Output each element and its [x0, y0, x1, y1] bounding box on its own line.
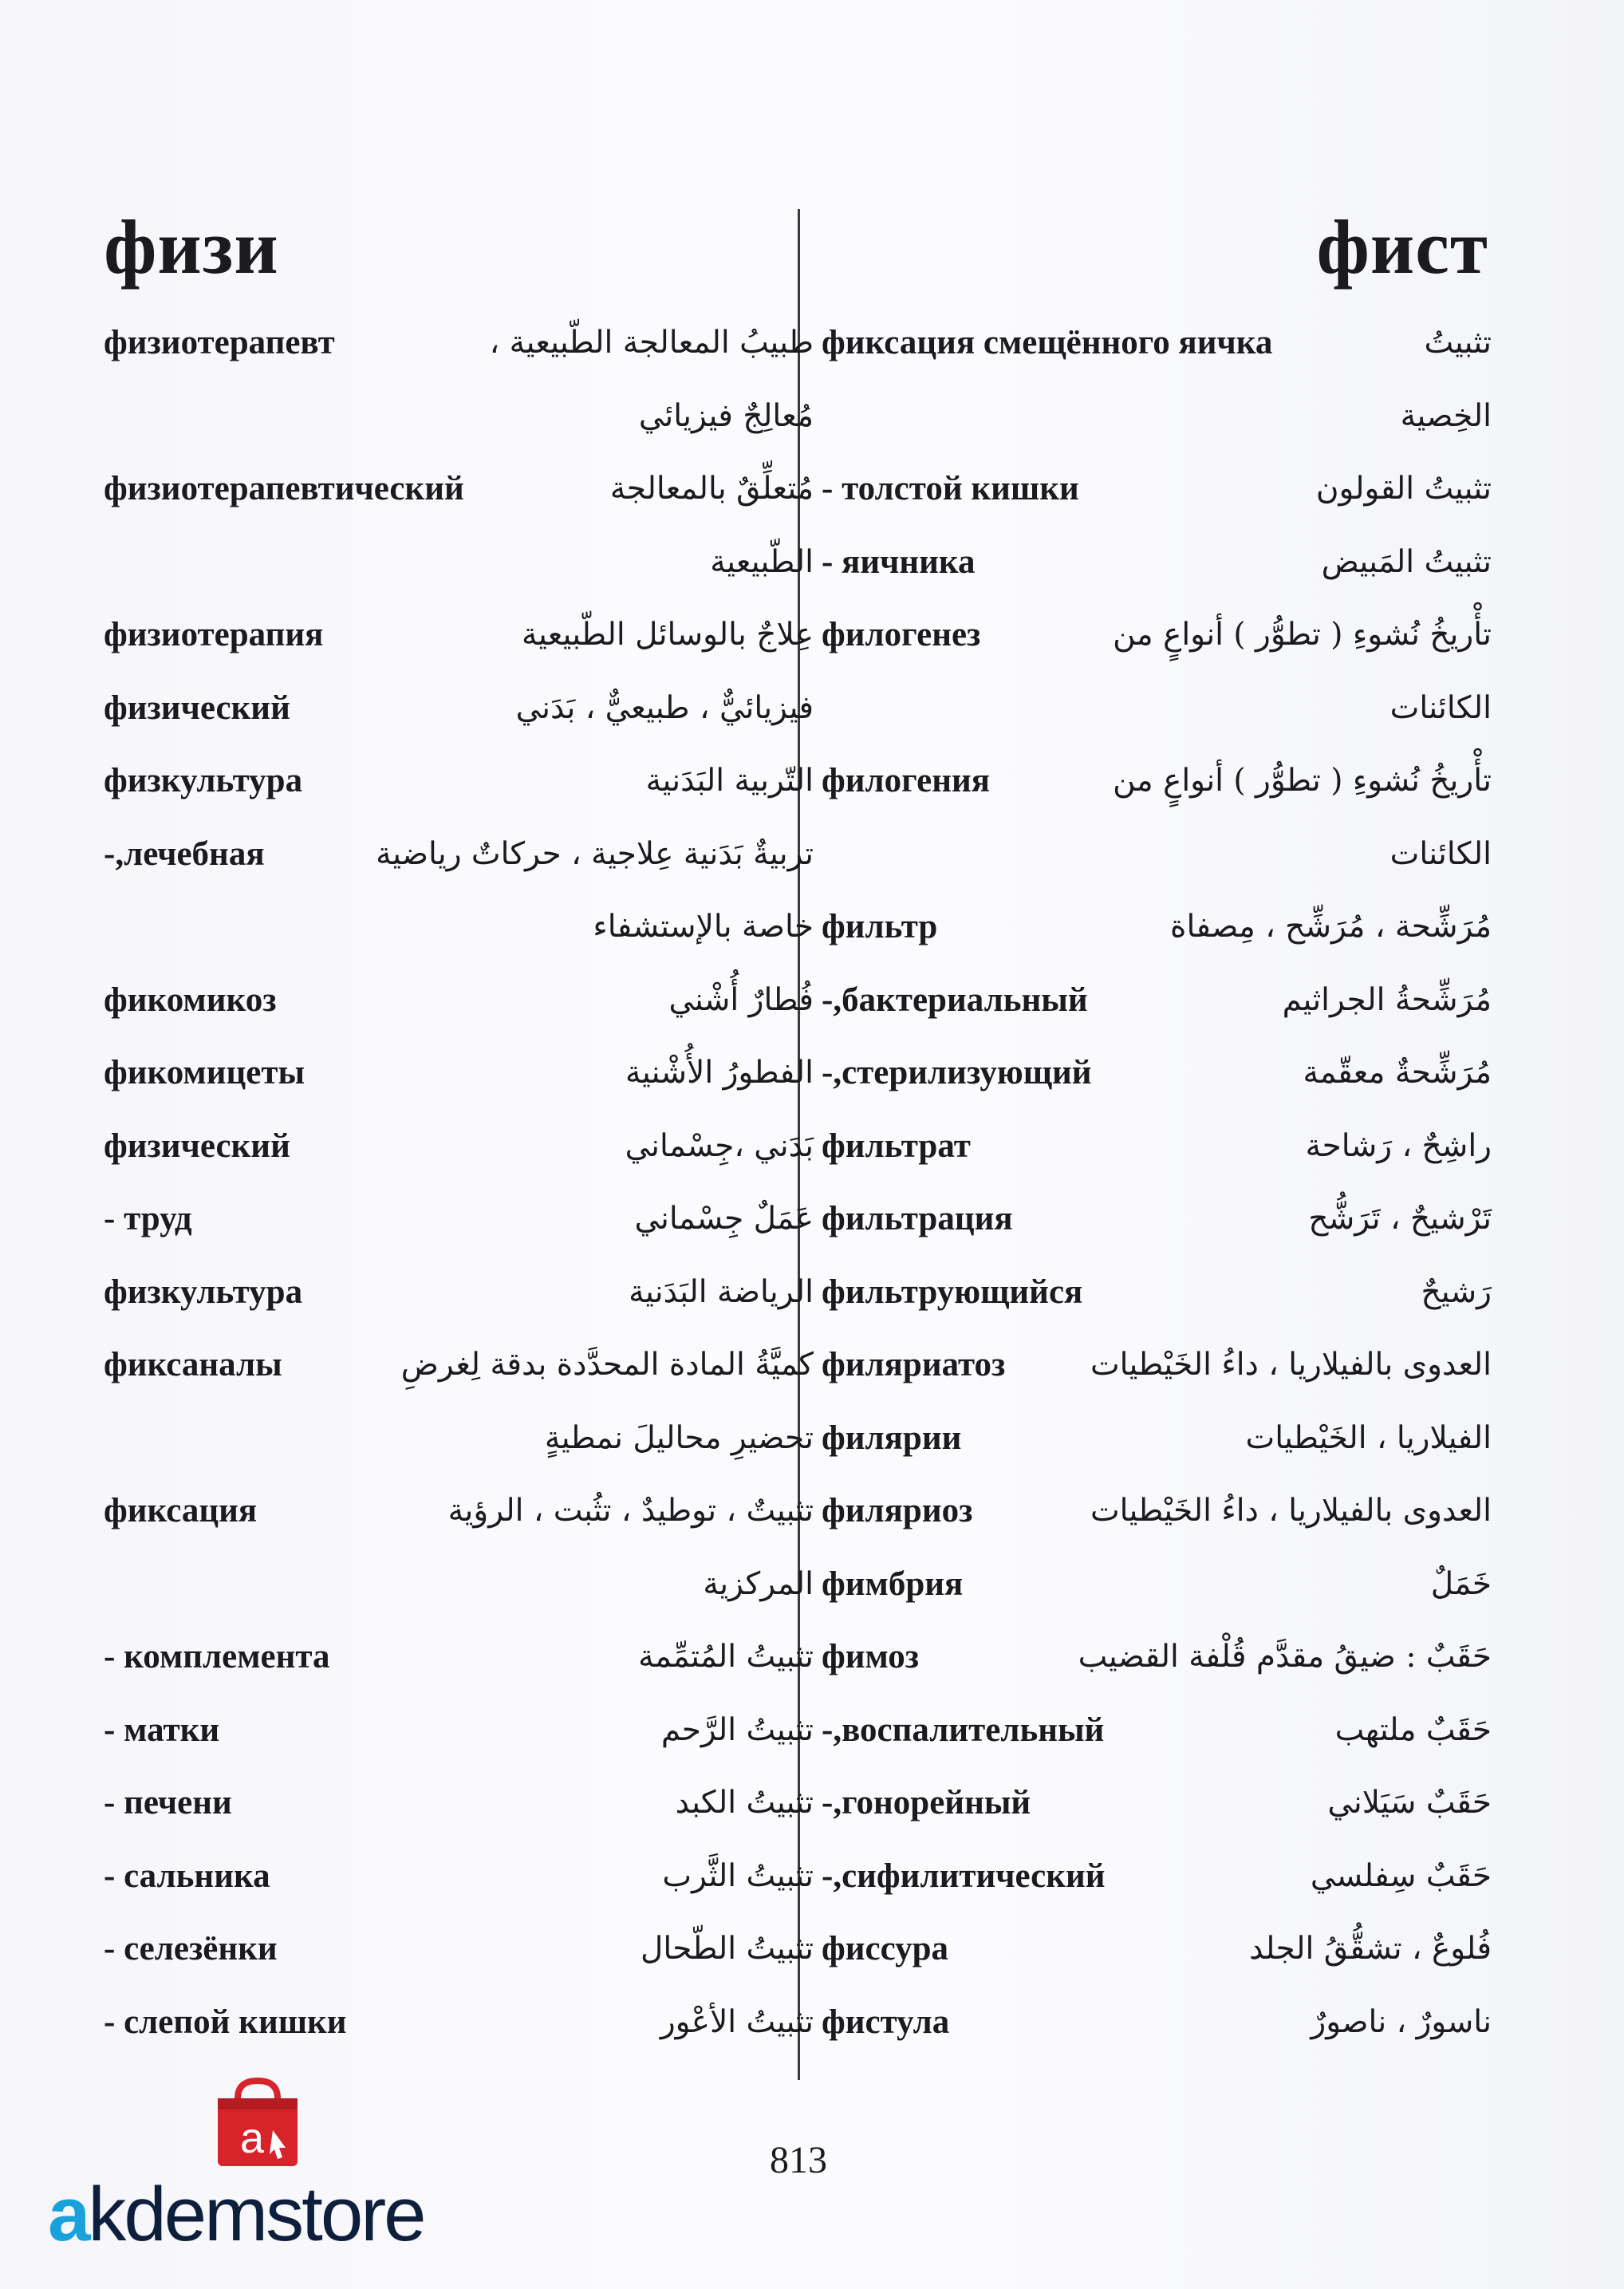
- russian-term: физиотерапевтический: [104, 470, 464, 507]
- arabic-translation: حَقَبٌ سِفلسي: [1310, 1857, 1492, 1894]
- entry-line: [104, 903, 814, 977]
- arabic-translation: المركزية: [703, 1565, 814, 1602]
- russian-term: филогенез: [822, 616, 981, 653]
- arabic-translation: تأْريخُ نُشوءِ ( تطوُّر ) أنواعٍ من: [1113, 617, 1492, 653]
- entry-line: [822, 1561, 1492, 1634]
- entry-line: [822, 1341, 1492, 1415]
- arabic-translation: فُلوعٌ ، تشقُّقُ الجلد: [1249, 1931, 1492, 1967]
- entry-line: [104, 1561, 814, 1634]
- arabic-translation: رَشيحٌ: [1421, 1273, 1492, 1310]
- russian-term: -,гонорейный: [822, 1784, 1031, 1821]
- entry-line: [104, 319, 814, 393]
- arabic-translation: فُطارٌ أُشْني: [668, 981, 814, 1018]
- entry-line: [104, 1707, 814, 1780]
- russian-term: -,лечебная: [104, 835, 265, 873]
- russian-term: физкультура: [104, 762, 303, 799]
- entry-line: [822, 1633, 1492, 1707]
- russian-term: фиксация: [104, 1492, 258, 1529]
- arabic-translation: تثبيتُ المُتمِّمة: [638, 1639, 814, 1675]
- arabic-translation: مُتعلِّقٌ بالمعالجة: [609, 471, 814, 507]
- brand-logo[interactable]: [48, 2074, 479, 2258]
- entry-line: [104, 465, 814, 539]
- entry-line: [104, 1925, 814, 1999]
- russian-term: физический: [104, 1127, 290, 1165]
- arabic-translation: تثبيتُ الثَّرب: [662, 1857, 814, 1894]
- entry-line: [822, 903, 1492, 977]
- entry-line: [104, 1999, 814, 2072]
- arabic-translation: بَدَني ،جِسْماني: [625, 1127, 814, 1164]
- russian-term: фильтрация: [822, 1200, 1013, 1237]
- russian-term: физиотерапевт: [104, 324, 335, 361]
- arabic-translation: الفيلاريا ، الخَيْطيات: [1245, 1419, 1492, 1456]
- russian-term: фильтрующийся: [822, 1273, 1083, 1311]
- entry-line: [104, 1487, 814, 1561]
- russian-term: физический: [104, 689, 290, 727]
- russian-term: - труд: [104, 1200, 192, 1237]
- russian-term: филогения: [822, 762, 991, 799]
- arabic-translation: خَمَلٌ: [1430, 1565, 1492, 1602]
- entry-line: [104, 393, 814, 466]
- russian-term: -,воспалительный: [822, 1711, 1105, 1749]
- entry-line: [104, 1195, 814, 1269]
- russian-term: - слепой кишки: [104, 2003, 347, 2041]
- entry-line: [104, 1415, 814, 1488]
- entry-line: [104, 1633, 814, 1707]
- russian-term: фильтрат: [822, 1127, 971, 1165]
- arabic-translation: حَقَبٌ : ضيقُ مقدَّم قُلْفة القضيب: [1078, 1639, 1492, 1675]
- russian-term: -,бактериальный: [822, 981, 1088, 1019]
- arabic-translation: خاصة بالإستشفاء: [593, 909, 814, 945]
- arabic-translation: تثبيتُ المَبيض: [1321, 543, 1492, 580]
- russian-term: -,сифилитический: [822, 1857, 1106, 1895]
- entry-line: [822, 685, 1492, 758]
- arabic-translation: العدوى بالفيلاريا ، داءُ الخَيْطيات: [1090, 1493, 1492, 1529]
- entry-line: [104, 1853, 814, 1926]
- russian-term: фикомицеты: [104, 1054, 305, 1091]
- entry-line: [822, 1925, 1492, 1999]
- entry-line: [822, 539, 1492, 612]
- right-column: [822, 319, 1492, 2071]
- russian-term: - матки: [104, 1711, 220, 1749]
- arabic-translation: الرياضة البَدَنية: [629, 1273, 814, 1310]
- entry-line: [104, 611, 814, 685]
- arabic-translation: الفطورُ الأُشْنية: [625, 1055, 814, 1091]
- arabic-translation: العدوى بالفيلاريا ، داءُ الخَيْطيات: [1090, 1347, 1492, 1383]
- shopping-bag-icon: [206, 2074, 309, 2170]
- arabic-translation: مُرَشِّحةُ الجراثيم: [1282, 981, 1492, 1018]
- entry-line: [822, 1049, 1492, 1123]
- arabic-translation: طبيبُ المعالجة الطّبيعية ،: [489, 325, 814, 361]
- left-column: [104, 319, 814, 2071]
- arabic-translation: تحضيرِ محاليلَ نمطيةٍ: [544, 1419, 814, 1456]
- entry-line: [104, 1123, 814, 1196]
- arabic-translation: كميَّةُ المادة المحدَّدة بدقة لِغرضِ: [400, 1347, 814, 1383]
- russian-term: фистула: [822, 2003, 950, 2041]
- bag-letter: a: [239, 2114, 265, 2162]
- russian-term: физкультура: [104, 1273, 303, 1311]
- arabic-translation: تثبيتُ الرَّحم: [660, 1711, 814, 1748]
- arabic-translation: تثبيتُ: [1424, 325, 1492, 361]
- arabic-translation: تربيةٌ بَدَنية عِلاجية ، حركاتٌ رياضية: [376, 835, 814, 872]
- russian-term: - яичника: [822, 543, 976, 581]
- arabic-translation: عَمَلٌ جِسْماني: [634, 1201, 814, 1237]
- left-header: физи: [104, 204, 279, 290]
- russian-term: фимбрия: [822, 1565, 964, 1603]
- russian-term: - печени: [104, 1784, 232, 1821]
- arabic-translation: حَقَبٌ ملتهب: [1334, 1711, 1492, 1748]
- russian-term: фильтр: [822, 908, 938, 945]
- entry-line: [822, 393, 1492, 466]
- brand-name: [48, 2172, 424, 2257]
- arabic-translation: مُرَشِّحةٌ معقّمة: [1303, 1055, 1492, 1091]
- entry-line: [822, 611, 1492, 685]
- entry-line: [822, 1707, 1492, 1780]
- entry-line: [822, 1195, 1492, 1269]
- russian-term: фиксация смещённого яичка: [822, 324, 1273, 361]
- entry-line: [104, 1341, 814, 1415]
- entry-line: [822, 1999, 1492, 2072]
- russian-term: фикомикоз: [104, 981, 277, 1019]
- entry-line: [104, 757, 814, 831]
- arabic-translation: تأْريخُ نُشوءِ ( تطوُّر ) أنواعٍ من: [1113, 763, 1492, 799]
- brand-rest: kdemstore: [88, 2172, 424, 2257]
- arabic-translation: مُعالِجٌ فيزيائي: [638, 397, 814, 434]
- arabic-translation: الطّبيعية: [710, 543, 814, 580]
- page-number: 813: [770, 2139, 827, 2181]
- entry-line: [104, 831, 814, 904]
- arabic-translation: مُرَشِّحة ، مُرَشِّح ، مِصفاة: [1170, 909, 1492, 945]
- entry-line: [822, 977, 1492, 1050]
- arabic-translation: تثبيتُ الكبد: [675, 1785, 814, 1821]
- arabic-translation: الكائنات: [1389, 835, 1492, 872]
- russian-term: физиотерапия: [104, 616, 324, 653]
- arabic-translation: تَرْشيحٌ ، تَرَشُّح: [1308, 1201, 1492, 1237]
- arabic-translation: تثبيتُ الطّحال: [641, 1931, 814, 1967]
- arabic-translation: تثبيتُ الأعْور: [660, 2003, 814, 2040]
- entry-line: [822, 1779, 1492, 1853]
- entry-line: [104, 1779, 814, 1853]
- entry-line: [822, 831, 1492, 904]
- entry-line: [822, 1269, 1492, 1342]
- arabic-translation: الكائنات: [1389, 689, 1492, 726]
- russian-term: филяриоз: [822, 1492, 973, 1529]
- entry-line: [104, 685, 814, 758]
- entry-line: [822, 1123, 1492, 1196]
- russian-term: - толстой кишки: [822, 470, 1079, 507]
- entry-line: [104, 1049, 814, 1123]
- entry-line: [104, 1269, 814, 1342]
- arabic-translation: ناسورٌ ، ناصورٌ: [1311, 2003, 1492, 2040]
- entry-line: [822, 319, 1492, 393]
- arabic-translation: راشِحٌ ، رَشاحة: [1305, 1127, 1492, 1164]
- russian-term: - сальника: [104, 1857, 270, 1895]
- entry-line: [822, 465, 1492, 539]
- arabic-translation: تثبيتُ القولون: [1315, 471, 1492, 507]
- russian-term: -,стерилизующий: [822, 1054, 1092, 1091]
- russian-term: фимоз: [822, 1638, 920, 1675]
- russian-term: филярии: [822, 1419, 962, 1457]
- right-header: фист: [1316, 204, 1488, 290]
- brand-prefix: a: [48, 2172, 89, 2257]
- entry-line: [822, 1853, 1492, 1926]
- russian-term: - комплемента: [104, 1638, 330, 1675]
- arabic-translation: الخِصية: [1400, 397, 1492, 434]
- arabic-translation: فيزيائيٌّ ، طبيعيٌّ ، بَدَني: [515, 689, 814, 726]
- russian-term: фиссура: [822, 1930, 949, 1967]
- russian-term: фиксаналы: [104, 1346, 282, 1383]
- entry-line: [822, 757, 1492, 831]
- entry-line: [104, 977, 814, 1050]
- russian-term: - селезёнки: [104, 1930, 278, 1967]
- arabic-translation: التّربية البَدَنية: [645, 763, 814, 799]
- entry-line: [822, 1415, 1492, 1488]
- entry-line: [822, 1487, 1492, 1561]
- arabic-translation: تثبيتٌ ، توطيدٌ ، تثُبت ، الرؤية: [447, 1493, 814, 1529]
- russian-term: филяриатоз: [822, 1346, 1006, 1383]
- arabic-translation: عِلاجٌ بالوسائل الطّبيعية: [522, 617, 814, 653]
- entry-line: [104, 539, 814, 612]
- arabic-translation: حَقَبٌ سَيَلاني: [1327, 1785, 1492, 1821]
